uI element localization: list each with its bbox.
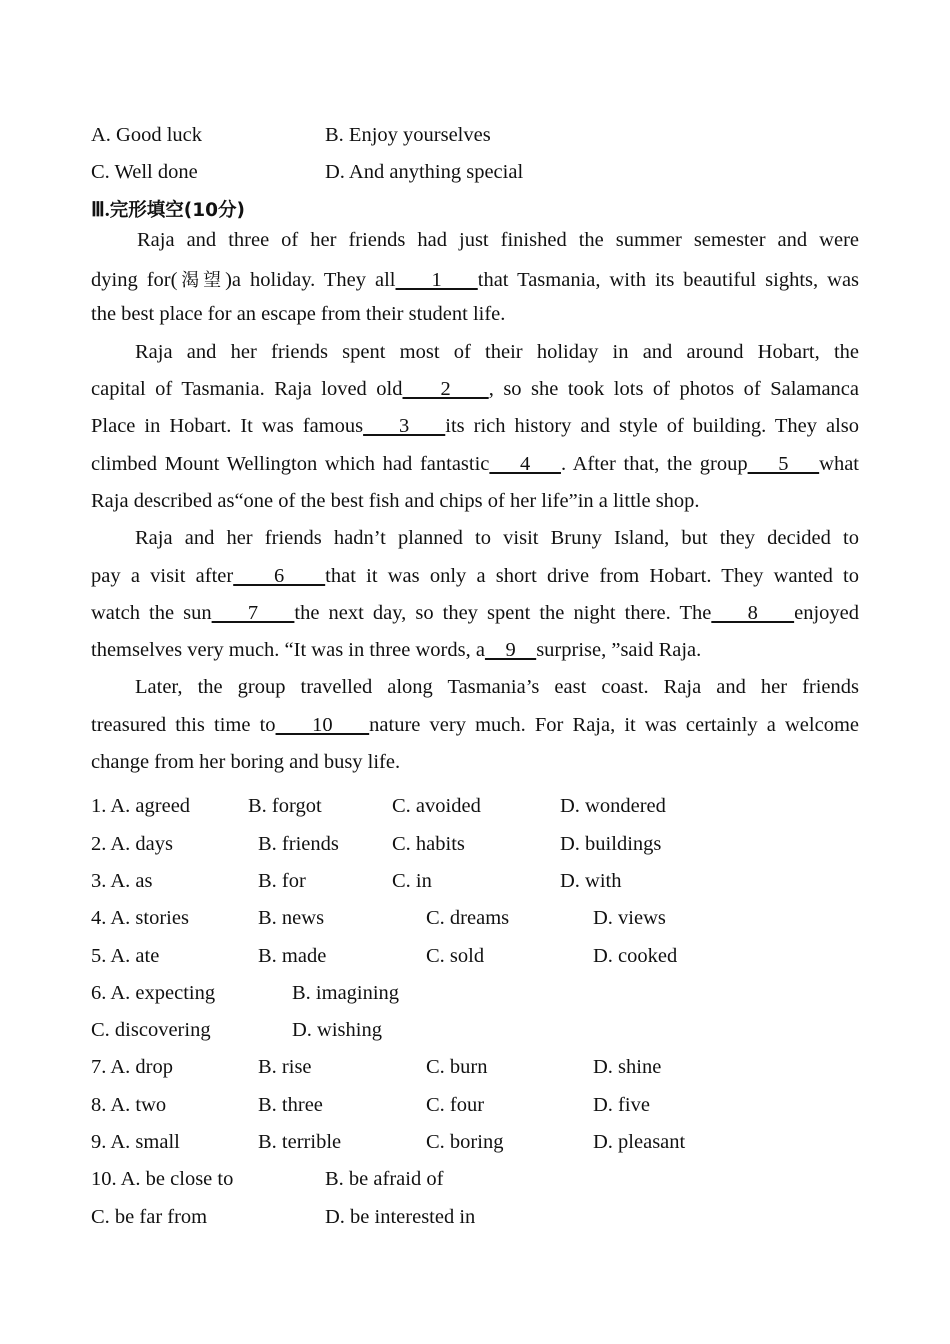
question-row (91, 900, 859, 937)
question-option[interactable]: B. imagining (292, 981, 400, 1004)
blank-7[interactable]: 7 (211, 601, 295, 624)
passage-line: Raja and her friends spent most of their holiday in and around Hobart, the (135, 340, 859, 363)
question-option[interactable]: 9. A. small (91, 1131, 180, 1154)
question-option[interactable]: D. with (560, 869, 622, 892)
question-option[interactable]: B. for (258, 869, 306, 892)
question-option[interactable]: D. buildings (560, 832, 662, 855)
section-number: Ⅲ. (91, 198, 110, 221)
question-option[interactable]: C. habits (392, 832, 465, 855)
question-row (91, 938, 859, 975)
question-row (91, 1124, 859, 1161)
blank-10[interactable]: 10 (275, 713, 370, 736)
question-option[interactable]: C. burn (426, 1056, 488, 1079)
passage-line: themselves very much. “It was in three words, a 9 surprise, ”said Raja. (91, 639, 702, 662)
question-row (91, 975, 859, 1012)
question-row (91, 1012, 859, 1049)
passage-line: the best place for an escape from their student life. (91, 303, 506, 326)
prev-options-row-1 (91, 117, 859, 154)
question-option[interactable]: B. rise (258, 1056, 312, 1079)
question-option[interactable]: B. three (258, 1093, 323, 1116)
question-option[interactable]: 3. A. as (91, 869, 153, 892)
question-row (91, 1087, 859, 1124)
document-page (91, 117, 859, 1236)
option-a: A. Good luck (91, 124, 203, 146)
question-row (91, 1049, 859, 1086)
question-option[interactable]: C. four (426, 1093, 485, 1116)
question-option[interactable]: C. sold (426, 944, 485, 967)
question-option[interactable]: 5. A. ate (91, 944, 160, 967)
blank-2[interactable]: 2 (402, 378, 489, 401)
question-option[interactable]: B. news (258, 907, 325, 930)
passage-line: dying for(渴望)a holiday. They all 1 that Tasmania, with its beautiful sights, was (91, 269, 860, 292)
question-option[interactable]: 6. A. expecting (91, 981, 216, 1004)
question-option[interactable]: C. be far from (91, 1205, 208, 1228)
option-b: B. Enjoy yourselves (325, 124, 491, 146)
blank-1[interactable]: 1 (395, 269, 478, 292)
passage-line: Raja and three of her friends had just finished the summer semester and were (137, 228, 859, 251)
passage-line: Later, the group travelled along Tasmania’s east coast. Raja and her friends (135, 676, 859, 699)
question-option[interactable]: C. boring (426, 1131, 504, 1154)
question-option[interactable]: B. made (258, 944, 327, 967)
question-row (91, 788, 859, 825)
question-option[interactable]: D. five (593, 1093, 650, 1116)
blank-6[interactable]: 6 (233, 564, 326, 587)
passage-line: treasured this time to 10 nature very much. For Raja, it was certainly a welcome (91, 713, 859, 736)
blank-5[interactable]: 5 (747, 452, 820, 475)
question-option[interactable]: D. wondered (560, 795, 666, 818)
question-option[interactable]: B. forgot (248, 795, 322, 818)
blank-3[interactable]: 3 (363, 415, 446, 438)
question-option[interactable]: B. terrible (258, 1131, 342, 1154)
option-d: D. And anything special (325, 161, 524, 184)
blank-4[interactable]: 4 (489, 452, 561, 475)
question-option[interactable]: D. pleasant (593, 1131, 686, 1154)
blank-8[interactable]: 8 (711, 601, 795, 624)
passage-line: capital of Tasmania. Raja loved old 2 , so she took lots of photos of Salamanca (91, 378, 860, 401)
question-row (91, 863, 859, 900)
cloze-passage (91, 229, 859, 788)
passage-line: Raja described as“one of the best fish and chips of her life”in a little shop. (91, 489, 700, 512)
question-option[interactable]: 2. A. days (91, 832, 173, 855)
question-option[interactable]: 1. A. agreed (91, 795, 191, 818)
question-option[interactable]: 8. A. two (91, 1093, 167, 1116)
question-option[interactable]: C. avoided (392, 795, 481, 818)
passage-line: pay a visit after 6 that it was only a short drive from Hobart. They wanted to (91, 564, 859, 587)
question-option[interactable]: D. views (593, 907, 666, 930)
question-option[interactable]: C. discovering (91, 1019, 211, 1042)
question-row (91, 1199, 859, 1236)
passage-line: Raja and her friends hadn’t planned to visit Bruny Island, but they decided to (135, 527, 859, 550)
option-c: C. Well done (91, 161, 198, 184)
question-option[interactable]: C. dreams (426, 907, 510, 930)
passage-line: Place in Hobart. It was famous 3 its rich history and style of building. They also (91, 415, 859, 438)
section-title: 完形填空(10分) (109, 199, 245, 221)
question-row (91, 1161, 859, 1198)
prev-options-row-2 (91, 154, 859, 191)
question-option[interactable]: D. cooked (593, 944, 678, 967)
question-option[interactable]: B. friends (258, 832, 339, 855)
question-option[interactable]: D. be interested in (325, 1205, 476, 1228)
question-option[interactable]: 7. A. drop (91, 1056, 173, 1079)
question-option[interactable]: D. wishing (292, 1019, 382, 1042)
passage-line: climbed Mount Wellington which had fantastic 4 . After that, the group 5 what (91, 452, 860, 475)
question-option[interactable]: C. in (392, 869, 432, 892)
question-option[interactable]: B. be afraid of (325, 1168, 444, 1191)
question-option[interactable]: D. shine (593, 1056, 662, 1079)
section-heading (91, 192, 859, 229)
passage-line: watch the sun 7 the next day, so they spent the night there. The 8 enjoyed (91, 601, 860, 624)
passage-line: change from her boring and busy life. (91, 751, 401, 774)
blank-9[interactable]: 9 (484, 639, 537, 662)
question-option[interactable]: 10. A. be close to (91, 1168, 234, 1191)
question-row (91, 826, 859, 863)
question-option[interactable]: 4. A. stories (91, 907, 189, 930)
